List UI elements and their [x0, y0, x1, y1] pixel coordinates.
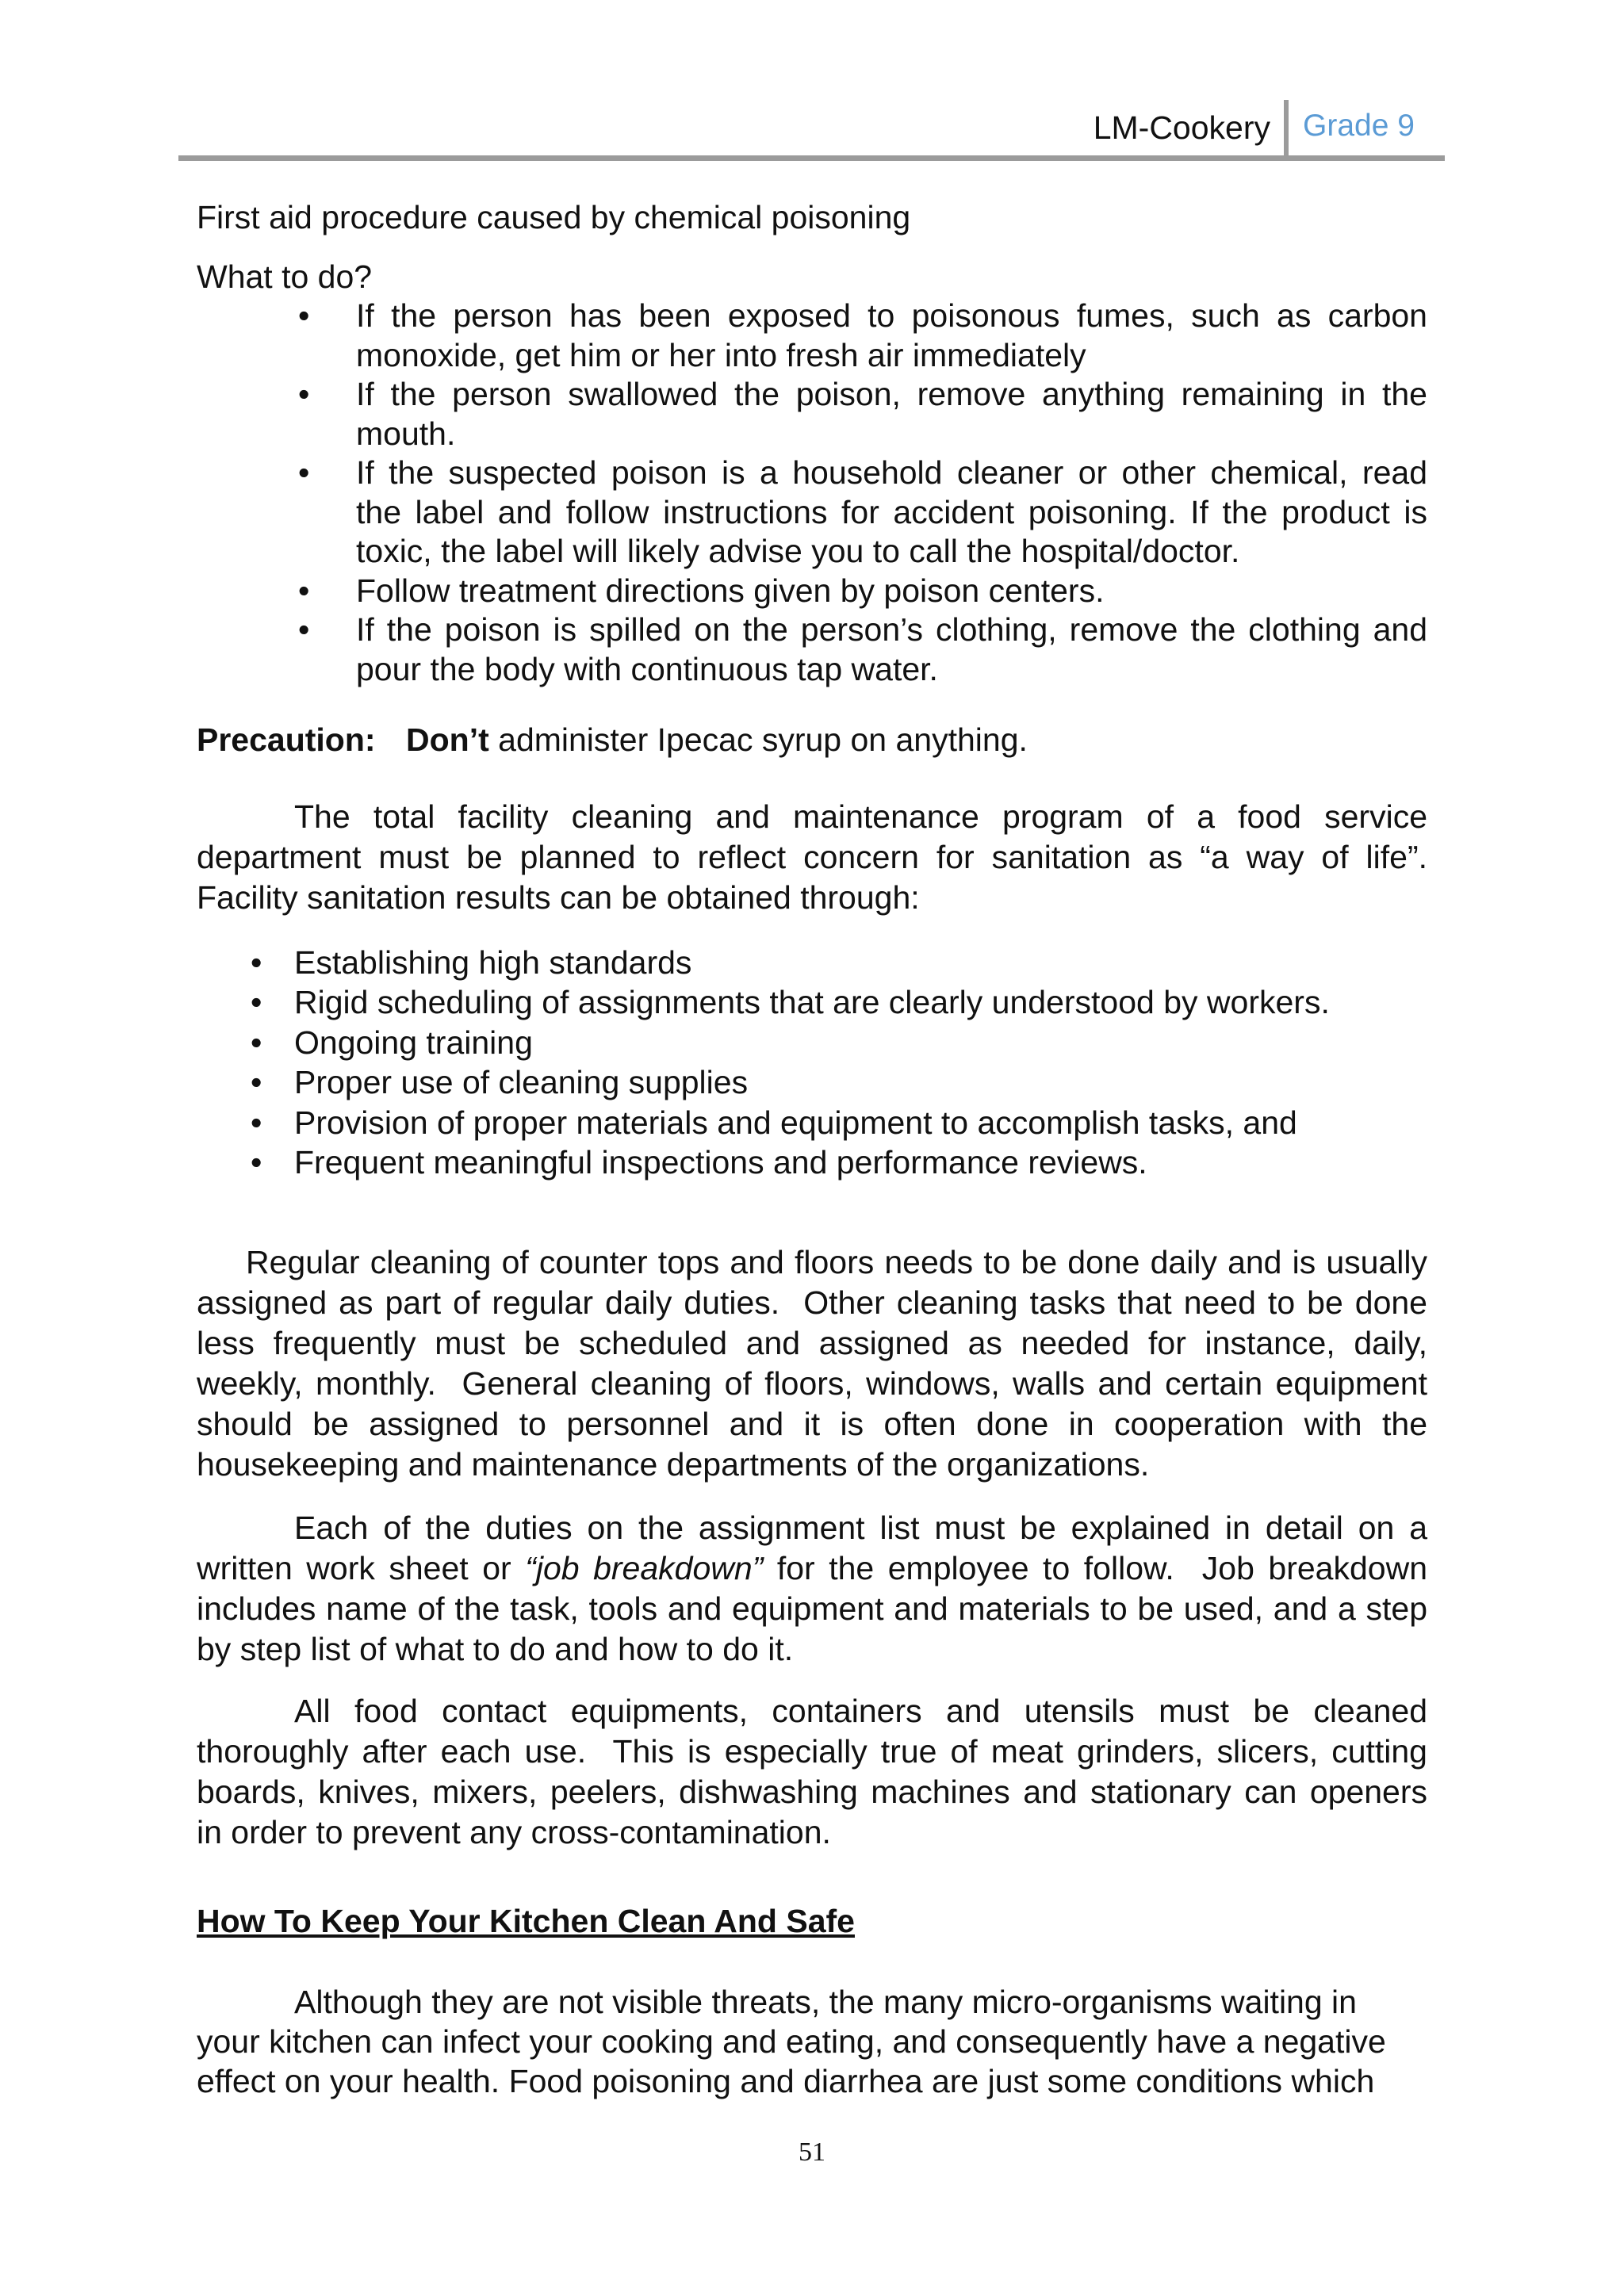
paragraph-line: The total facility cleaning and maintenance program of a food service — [294, 798, 1427, 835]
paragraph-line — [197, 1548, 1427, 1589]
paragraph-line: department must be planned to reflect concern for sanitation as “a way of life”. — [197, 839, 1427, 875]
header-divider — [1284, 100, 1289, 160]
header-subject: LM-Cookery — [1093, 109, 1270, 146]
section-subtitle: What to do? — [197, 258, 373, 295]
bullet-icon — [251, 1062, 262, 1102]
paragraph-line: Although they are not visible threats, the many micro-organisms waiting in — [294, 1984, 1357, 2020]
bullet-icon — [251, 943, 262, 982]
step-line: If the poison is spilled on the person’s clothing, remove the clothing and — [356, 611, 1427, 648]
first-aid-steps — [197, 297, 1427, 689]
first-aid-step — [197, 375, 1427, 453]
first-aid-step — [197, 297, 1427, 375]
bullet-icon — [298, 453, 309, 493]
paragraph-line: by step list of what to do and how to do it. — [197, 1631, 794, 1667]
precaution-label: Precaution: — [197, 721, 376, 758]
paragraph-line: boards, knives, mixers, peelers, dishwashing machines and stationary can openers — [197, 1774, 1427, 1810]
precaution-text: administer Ipecac syrup on anything. — [488, 721, 1028, 758]
paragraph-line: Each of the duties on the assignment list must be explained in detail on a — [294, 1510, 1427, 1546]
bullet-icon — [251, 1142, 262, 1182]
line-text: for the employee to follow. Job breakdown — [763, 1550, 1427, 1586]
paragraph-line: in order to prevent any cross-contamination. — [197, 1814, 831, 1850]
section-heading: How To Keep Your Kitchen Clean And Safe — [197, 1903, 855, 1939]
step-line: pour the body with continuous tap water. — [356, 650, 938, 687]
bullet-icon — [251, 982, 262, 1022]
list-item — [197, 982, 1427, 1022]
step-line: If the suspected poison is a household cleaner or other chemical, read — [356, 454, 1427, 491]
bullet-icon — [298, 610, 309, 650]
bullet-icon — [298, 297, 309, 336]
step-line: mouth. — [356, 415, 456, 452]
list-item-text: Provision of proper materials and equipment to accomplish tasks, and — [294, 1104, 1297, 1141]
sanitation-intro-paragraph — [197, 797, 1427, 918]
first-aid-step — [197, 610, 1427, 689]
step-line: monoxide, get him or her into fresh air immediately — [356, 336, 1086, 373]
paragraph-line: Regular cleaning of counter tops and floors needs to be done daily and is usually — [246, 1244, 1427, 1280]
job-breakdown-term: “job breakdown” — [525, 1550, 764, 1586]
list-item-text: Proper use of cleaning supplies — [294, 1064, 749, 1101]
paragraph-line: effect on your health. Food poisoning and diarrhea are just some conditions which — [197, 2063, 1375, 2099]
list-item — [197, 1103, 1427, 1142]
paragraph-line: should be assigned to personnel and it is often done in cooperation with the — [197, 1406, 1427, 1442]
first-aid-step — [197, 453, 1427, 572]
list-item — [197, 1023, 1427, 1062]
paragraph-line: weekly, monthly. General cleaning of floors, windows, walls and certain equipment — [197, 1365, 1427, 1402]
paragraph-line: includes name of the task, tools and equipment and materials to be used, and a step — [197, 1590, 1427, 1627]
bullet-icon — [251, 1023, 262, 1062]
bullet-icon — [298, 572, 309, 611]
paragraph-line: less frequently must be scheduled and assigned as needed for instance, daily, — [197, 1325, 1427, 1361]
list-item-text: Frequent meaningful inspections and performance reviews. — [294, 1144, 1147, 1181]
paragraph-line: thoroughly after each use. This is especially true of meat grinders, slicers, cutting — [197, 1733, 1427, 1770]
step-line: the label and follow instructions for accident poisoning. If the product is — [356, 493, 1427, 530]
paragraph-line: housekeeping and maintenance departments of the organizations. — [197, 1446, 1150, 1483]
page-number: 51 — [799, 2137, 825, 2167]
precaution-note — [197, 720, 1427, 760]
job-breakdown-paragraph — [197, 1508, 1427, 1670]
bullet-icon — [298, 375, 309, 415]
header-grade: Grade 9 — [1303, 109, 1415, 143]
paragraph-line: Facility sanitation results can be obtained through: — [197, 879, 920, 916]
step-line: toxic, the label will likely advise you to call the hospital/doctor. — [356, 533, 1240, 569]
paragraph-line: All food contact equipments, containers and utensils must be cleaned — [294, 1693, 1427, 1729]
precaution-emphasis: Don’t — [406, 721, 489, 758]
step-line: If the person has been exposed to poisonous fumes, such as carbon — [356, 297, 1427, 334]
bullet-icon — [251, 1103, 262, 1142]
sanitation-methods-list — [197, 943, 1427, 1182]
paragraph-line: your kitchen can infect your cooking and eating, and consequently have a negative — [197, 2023, 1386, 2060]
first-aid-step — [197, 572, 1427, 611]
list-item — [197, 1062, 1427, 1102]
list-item-text: Rigid scheduling of assignments that are clearly understood by workers. — [294, 984, 1330, 1021]
list-item-text: Ongoing training — [294, 1024, 533, 1061]
line-text: written work sheet or — [197, 1550, 526, 1586]
list-item — [197, 943, 1427, 982]
step-line: Follow treatment directions given by poison centers. — [356, 572, 1105, 609]
section-title: First aid procedure caused by chemical poisoning — [197, 199, 911, 235]
header-rule — [178, 155, 1445, 161]
food-contact-paragraph — [197, 1691, 1427, 1853]
list-item-text: Establishing high standards — [294, 944, 692, 981]
step-line: If the person swallowed the poison, remove anything remaining in the — [356, 376, 1427, 412]
list-item — [197, 1142, 1427, 1182]
paragraph-line: assigned as part of regular daily duties. Other cleaning tasks that need to be done — [197, 1284, 1427, 1321]
regular-cleaning-paragraph — [197, 1242, 1427, 1485]
kitchen-intro-paragraph — [197, 1982, 1427, 2101]
